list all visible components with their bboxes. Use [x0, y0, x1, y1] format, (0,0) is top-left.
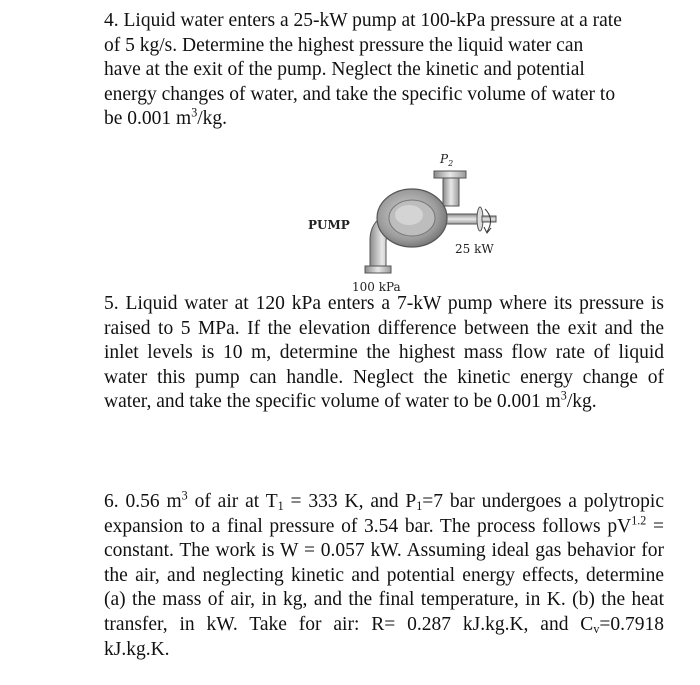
- problem-4-text: [104, 9, 624, 132]
- cv-subscript: v: [593, 621, 600, 636]
- p2-label: $P_2$: [440, 152, 454, 168]
- inlet-pressure-label: 100 kPa: [352, 280, 401, 294]
- polytropic-exponent: 1.2: [631, 513, 647, 528]
- t1-subscript: 1: [277, 499, 284, 514]
- problem-4-end: /kg.: [197, 108, 228, 130]
- power-label: 25 kW: [455, 242, 494, 256]
- pump-body: [377, 189, 447, 247]
- pump-shaft: [440, 207, 496, 231]
- problem-6-part: = 333 K, and P: [283, 491, 417, 512]
- problem-5-unit-exponent: 3: [560, 388, 567, 403]
- pump-label: PUMP: [308, 218, 350, 232]
- p1-subscript: 1: [416, 499, 423, 514]
- problem-5-body: 5. Liquid water at 120 kPa enters a 7-kW pump where its pressure is raised to 5 MPa. If the elevation difference between the exit and the inlet levels is 10 m, determine the highest mass flow rate of liquid water this pump can handle. Neglect the kinetic energy change of water, and take the specific volume of water to be 0.001 m: [104, 293, 664, 413]
- problem-5-end: /kg.: [566, 391, 597, 413]
- volume-exponent: 3: [181, 488, 188, 503]
- problem-6-part: =7 bar undergoes a polytropic expansion to a final pressure of 3.54 bar. The process follows pV: [104, 491, 664, 537]
- problem-4-body: 4. Liquid water enters a 25-kW pump at 100-kPa pressure at a rate of 5 kg/s. Determine the highest pressure the liquid water can have at the exit of the pump. Neglect the kinetic and potential energy changes of water, and take the specific volume of water to be 0.001 m: [104, 10, 622, 130]
- problem-6-part: =0.7918 kJ.kg.K.: [104, 613, 664, 660]
- problem-5-text: [104, 292, 664, 415]
- pump-figure: [300, 145, 530, 295]
- problem-6-part: of air at T: [187, 491, 278, 512]
- problem-6-part: 6. 0.56 m: [104, 491, 182, 512]
- problem-6-text: [104, 490, 664, 662]
- problem-4-unit-exponent: 3: [191, 105, 198, 120]
- problem-6-part: = constant. The work is W = 0.057 kW. Assuming ideal gas behavior for the air, and neglecting kinetic and potential energy effects, determine (a) the mass of air, in kg, and the final temperature, in K. (b) the heat transfer, in kW. Take for air: R= 0.287 kJ.kg.K, and C: [104, 515, 664, 635]
